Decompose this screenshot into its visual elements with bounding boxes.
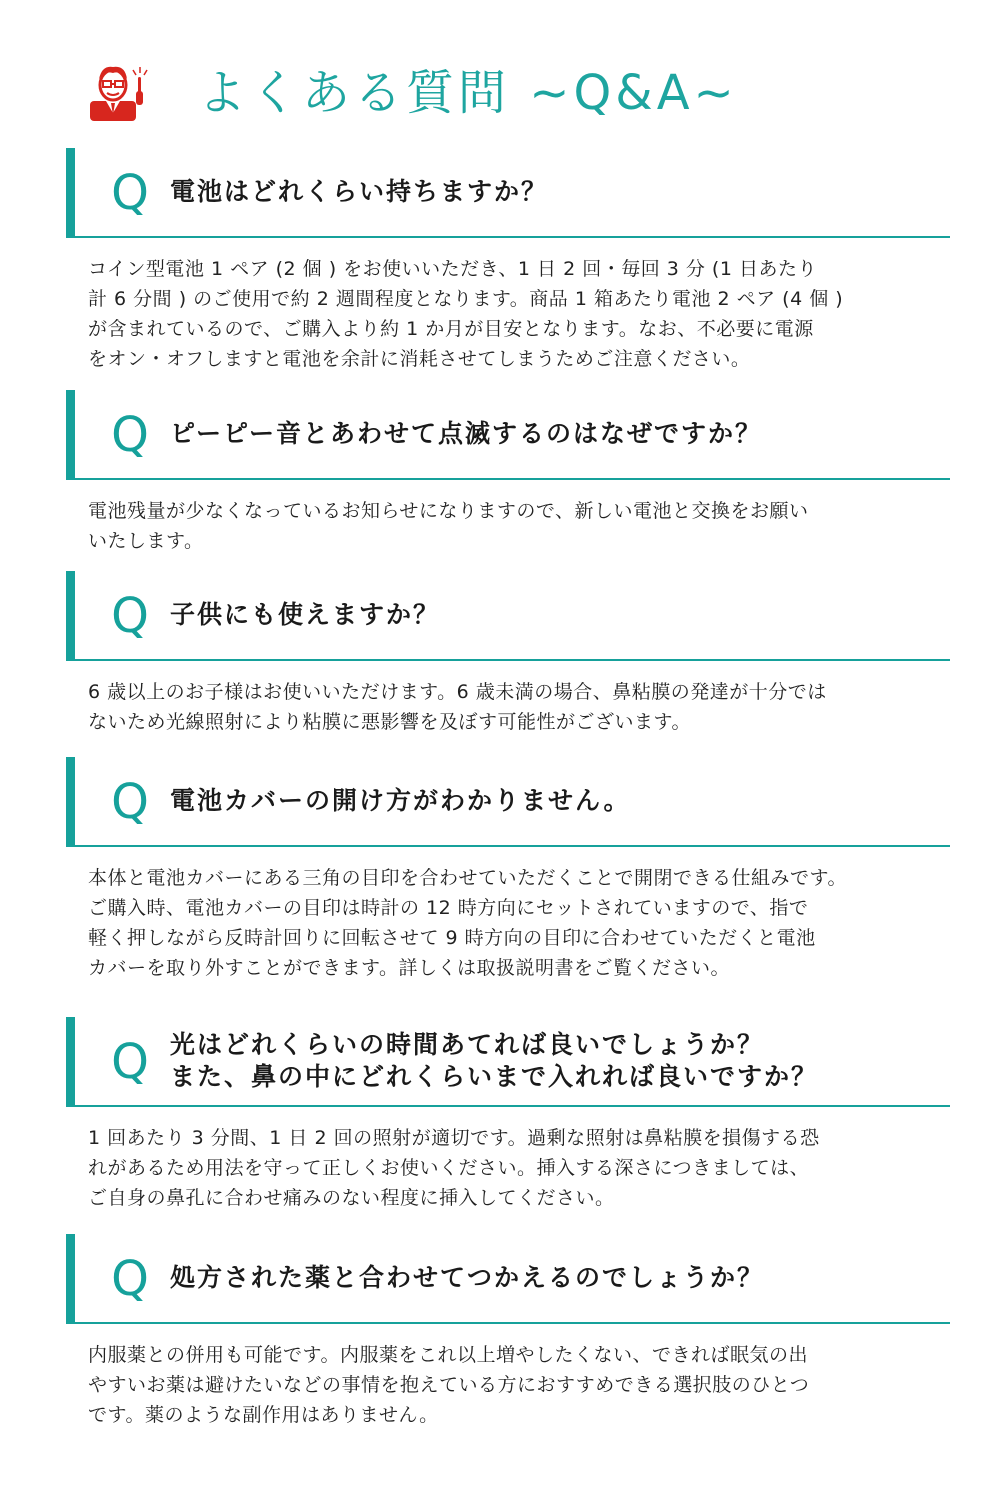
page-title: よくある質問 ~Q&A~: [198, 65, 738, 121]
page-header: [88, 55, 968, 135]
question-text: 電池カバーの開け方がわかりません。: [170, 786, 631, 815]
question-text: 電池はどれくらい持ちますか？: [170, 177, 549, 206]
q-mark-icon: [101, 1250, 159, 1308]
question-header: [66, 1017, 950, 1107]
q-mark-icon: [101, 587, 159, 645]
faq-item: [66, 1017, 950, 1209]
q-mark-icon: [101, 406, 159, 464]
question-header: [66, 148, 950, 238]
faq-item: [66, 757, 950, 979]
question-text: 子供にも使えますか？: [170, 600, 441, 629]
q-mark-icon: [101, 1033, 159, 1091]
answer-text: 1 回あたり 3 分間、1 日 2 回の照射が適切です。過剰な照射は鼻粘膜を損傷する恐 れがあるため用法を守って正しくお使いください。挿入する深さにつきましては、 ご自身の鼻孔に合わせ痛みのない程度に挿入してください。: [88, 1127, 820, 1209]
question-header: [66, 1234, 950, 1324]
svg-text:Q: Q: [111, 1034, 149, 1090]
q-mark-icon: [101, 773, 159, 831]
answer-text: 本体と電池カバーにある三角の目印を合わせていただくことで開閉できる仕組みです。 ご購入時、電池カバーの目印は時計の 12 時方向にセットされていますので、指で 軽く押しながら反時計回りに回転させて 9 時方向の目印に合わせていただくと電池 カバーを取り外すことができます。詳しくは取扱説明書をご覧ください。: [88, 867, 847, 979]
svg-text:Q: Q: [111, 165, 149, 221]
question-text: 処方された薬と合わせてつかえるのでしょうか？: [170, 1263, 765, 1292]
faq-item: [66, 571, 950, 733]
question-header: [66, 571, 950, 661]
question-text: 光はどれくらいの時間あてれば良いでしょうか？ また、鼻の中にどれくらいまで入れれば良いですか？: [170, 1030, 819, 1091]
faq-item: [66, 1234, 950, 1426]
faq-item: [66, 148, 950, 370]
red-professor-mascot-icon: [88, 61, 148, 121]
question-text: ピーピー音とあわせて点滅するのはなぜですか？: [170, 419, 763, 448]
answer-text: コイン型電池 1 ペア (2 個 ) をお使いいただき、1 日 2 回・毎回 3 分 (1 日あたり 計 6 分間 ) のご使用で約 2 週間程度となります。商品 1 箱あたり電池 2 ペア (4 個 ) が含まれているので、ご購入より約 1 か月が目安となります。なお、不必要に電源 をオン・オフしますと電池を余計に消耗させてしまうためご注意ください。: [88, 258, 844, 370]
svg-text:Q: Q: [111, 774, 149, 830]
svg-text:Q: Q: [111, 407, 149, 463]
answer-text: 電池残量が少なくなっているお知らせになりますので、新しい電池と交換をお願い いたします。: [88, 500, 809, 552]
question-header: [66, 390, 950, 480]
q-mark-icon: [101, 164, 159, 222]
faq-item: [66, 390, 950, 552]
svg-text:Q: Q: [111, 1251, 149, 1307]
answer-text: 内服薬との併用も可能です。内服薬をこれ以上増やしたくない、できれば眠気の出 やすいお薬は避けたいなどの事情を抱えている方におすすめできる選択肢のひとつ です。薬のような副作用はありません。: [88, 1344, 810, 1426]
question-header: [66, 757, 950, 847]
svg-text:Q: Q: [111, 588, 149, 644]
answer-text: 6 歳以上のお子様はお使いいただけます。6 歳未満の場合、鼻粘膜の発達が十分では ないため光線照射により粘膜に悪影響を及ぼす可能性がございます。: [88, 681, 827, 733]
